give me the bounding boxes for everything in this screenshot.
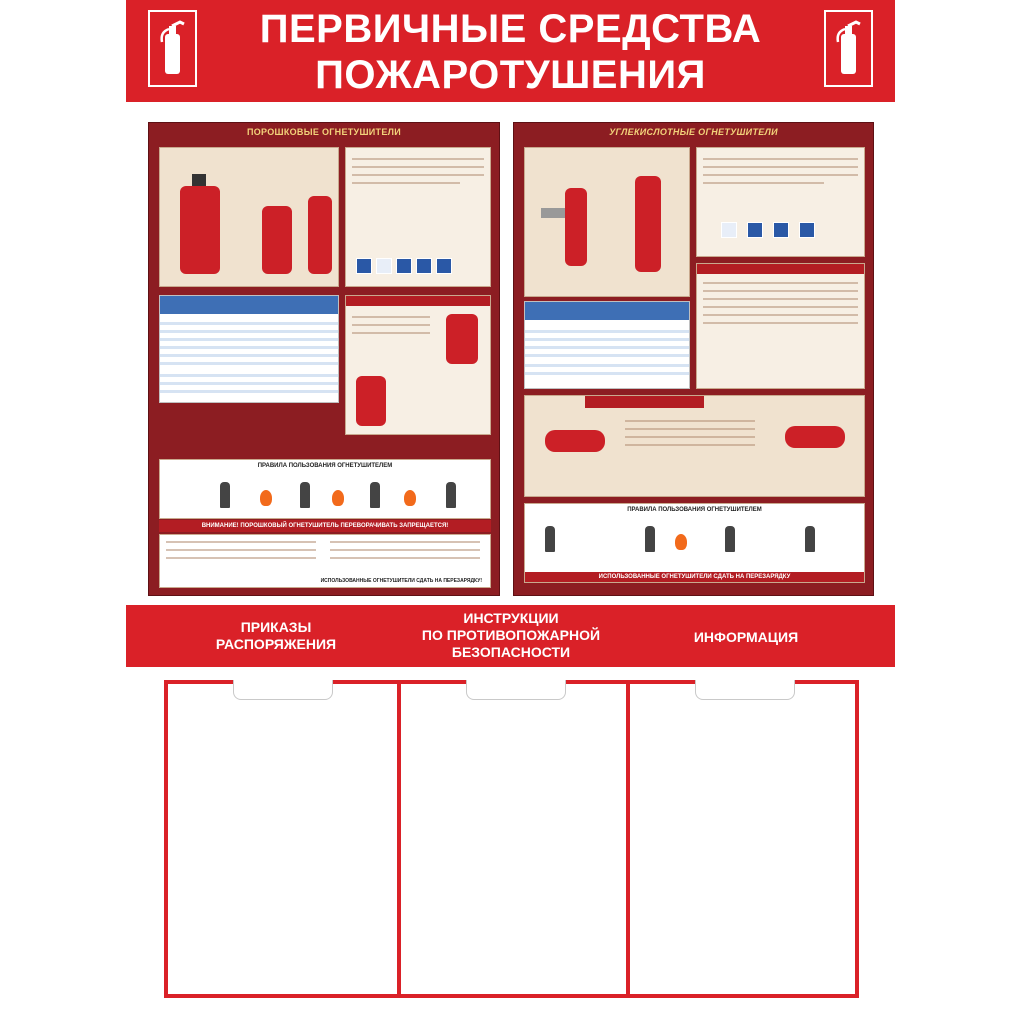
mobile-co2-extinguisher	[545, 430, 605, 452]
co2-extinguisher-diagram	[524, 147, 690, 297]
fire-class-b-icon	[747, 222, 763, 238]
pocket-orders[interactable]	[168, 684, 397, 994]
poster-title: ПОРОШКОВЫЕ ОГНЕТУШИТЕЛИ	[246, 127, 402, 137]
extinguisher-valve	[192, 174, 206, 186]
document-pockets	[164, 680, 859, 998]
recharge-note: ИСПОЛЬЗОВАННЫЕ ОГНЕТУШИТЕЛИ СДАТЬ НА ПЕРЕЗАРЯДКУ!	[320, 578, 482, 584]
fire-class-a-icon	[721, 222, 737, 238]
co2-extinguisher-illustration	[635, 176, 661, 272]
fire-extinguisher-icon	[824, 10, 873, 87]
fire-class-e-icon	[436, 258, 452, 274]
co2-specifications-table	[524, 301, 690, 389]
pocket-instructions[interactable]	[397, 684, 630, 994]
fire-class-c-icon	[773, 222, 789, 238]
board-header	[126, 0, 895, 102]
extinguisher-diagram	[159, 147, 339, 287]
specifications-table	[159, 295, 339, 403]
title-line-1: ПЕРВИЧНЫЕ СРЕДСТВА	[259, 7, 762, 51]
usage-instructions-text	[159, 534, 491, 588]
co2-usage-rules-panel	[524, 503, 865, 583]
extinguisher-illustration	[262, 206, 292, 274]
pocket-tab	[466, 680, 566, 700]
usage-rules-heading: ПРАВИЛА ПОЛЬЗОВАНИЯ ОГНЕТУШИТЕЛЕМ	[160, 460, 490, 472]
recharge-banner: ИСПОЛЬЗОВАННЫЕ ОГНЕТУШИТЕЛИ СДАТЬ НА ПЕРЕЗАРЯДКУ	[525, 572, 864, 582]
poster-powder-extinguishers	[148, 122, 500, 596]
warning-banner: ВНИМАНИЕ! ПОРОШКОВЫЙ ОГНЕТУШИТЕЛЬ ПЕРЕВОРАЧИВАТЬ ЗАПРЕЩАЕТСЯ!	[159, 520, 491, 532]
extinguisher-illustration	[180, 186, 220, 274]
co2-extinguisher-illustration	[565, 188, 587, 266]
poster-title: УГЛЕКИСЛОТНЫЕ ОГНЕТУШИТЕЛИ	[609, 127, 778, 137]
section-label-instructions: ИНСТРУКЦИИ ПО ПРОТИВОПОЖАРНОЙ БЕЗОПАСНОСТИ	[421, 610, 601, 660]
mobile-co2-section	[524, 395, 865, 497]
usage-rules-heading: ПРАВИЛА ПОЛЬЗОВАНИЯ ОГНЕТУШИТЕЛЕМ	[525, 504, 864, 516]
usage-rules-panel	[159, 459, 491, 519]
extinguisher-illustration	[308, 196, 332, 274]
fire-class-c-icon	[396, 258, 412, 274]
sections-band	[126, 605, 895, 667]
fire-class-d-icon	[416, 258, 432, 274]
co2-description	[696, 147, 865, 257]
fire-class-b-icon	[376, 258, 392, 274]
fire-class-e-icon	[799, 222, 815, 238]
mobile-extinguisher-section	[345, 295, 491, 435]
pocket-information[interactable]	[626, 684, 859, 994]
title-line-2: ПОЖАРОТУШЕНИЯ	[315, 53, 706, 97]
page-title	[216, 6, 805, 98]
fire-class-a-icon	[356, 258, 372, 274]
section-label-information: ИНФОРМАЦИЯ	[693, 629, 799, 645]
co2-horn	[541, 208, 565, 218]
section-label-orders: ПРИКАЗЫ РАСПОРЯЖЕНИЯ	[215, 619, 337, 652]
mobile-extinguisher-illustration	[356, 376, 386, 426]
pocket-tab	[695, 680, 795, 700]
mobile-co2-extinguisher	[785, 426, 845, 448]
poster-co2-extinguishers	[513, 122, 874, 596]
fire-extinguisher-icon	[148, 10, 197, 87]
mobile-extinguisher-illustration	[446, 314, 478, 364]
co2-safety-section	[696, 263, 865, 389]
extinguisher-description	[345, 147, 491, 287]
pocket-tab	[233, 680, 333, 700]
